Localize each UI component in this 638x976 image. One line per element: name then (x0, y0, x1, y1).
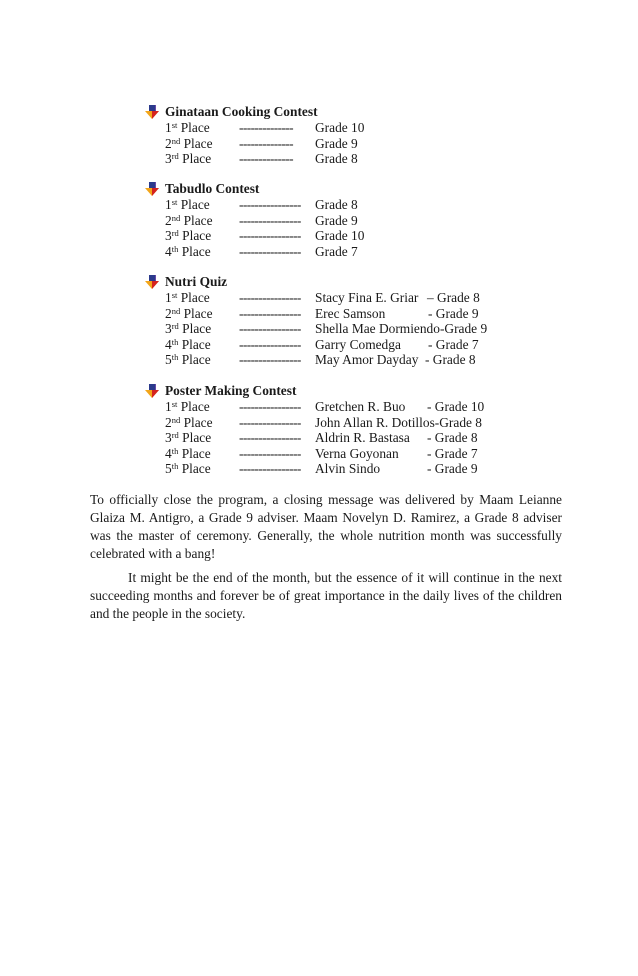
contest-title: Tabudlo Contest (165, 181, 260, 196)
winner-grade: - Grade 9 (428, 305, 479, 321)
leader-dashes: -------------- (239, 120, 294, 135)
place-label: 4th Place (165, 445, 211, 461)
leader-dashes: -------------- (239, 151, 294, 166)
leader-dashes: ---------------- (239, 445, 301, 461)
winner-grade: - Grade 8 (427, 430, 478, 445)
leader-dashes: -------------- (239, 135, 294, 151)
winner-grade: - Grade 7 (427, 445, 478, 461)
result-row (142, 399, 562, 415)
contest-poster-making (142, 383, 562, 477)
contest-heading (142, 383, 562, 399)
place-label: 3rd Place (165, 430, 212, 445)
place-label: 5th Place (165, 352, 211, 367)
winner-name: Alvin Sindo (315, 461, 381, 476)
result-row (142, 461, 562, 477)
result-row (142, 337, 562, 353)
winner-grade: - Grade 10 (427, 399, 485, 414)
winner-name: Stacy Fina E. Griar (315, 290, 419, 305)
result-row (142, 430, 562, 446)
winner-name: Aldrin R. Bastasa (315, 430, 410, 445)
winner-name: May Amor Dayday (315, 352, 419, 367)
place-label: 4th Place (165, 336, 211, 352)
closing-paragraph: To officially close the program, a closing message was delivered by Maam Leianne Glaiza M. Antigro, a Grade 9 adviser. Maam Novelyn D. Ramirez, a Grade 8 adviser was the master of ceremony. Generally, the whole nutrition month was successfully celebrated with a bang! (90, 492, 562, 561)
leader-dashes: ---------------- (239, 321, 301, 336)
result-row (142, 244, 562, 260)
leader-dashes: ---------------- (239, 197, 301, 212)
result-row (142, 228, 562, 244)
down-arrow-bullet-icon (144, 275, 160, 289)
final-paragraph: It might be the end of the month, but the essence of it will continue in the next succeeding months and forever be of great importance in the daily lives of the children and the people in the society. (90, 570, 562, 621)
result-value: Grade 8 (315, 151, 358, 166)
place-label: 1st Place (165, 197, 210, 212)
leader-dashes: ---------------- (239, 430, 301, 445)
leader-dashes: ---------------- (239, 228, 301, 243)
result-value: Grade 9 (315, 135, 358, 151)
contest-heading (142, 274, 562, 290)
leader-dashes: ---------------- (239, 212, 301, 228)
result-row (142, 446, 562, 462)
winner-grade: - Grade 8 (425, 352, 476, 367)
contest-ginataan-cooking (142, 104, 562, 167)
result-row (142, 213, 562, 229)
contest-heading (142, 104, 562, 120)
contest-nutri-quiz (142, 274, 562, 368)
leader-dashes: ---------------- (239, 243, 301, 259)
down-arrow-bullet-icon (144, 105, 160, 119)
place-label: 3rd Place (165, 321, 212, 336)
result-value: Grade 10 (315, 120, 365, 135)
winner-grade: - Grade 9 (427, 461, 478, 476)
place-label: 2nd Place (165, 212, 213, 228)
result-value: Grade 10 (315, 228, 365, 243)
contest-title: Nutri Quiz (165, 274, 228, 289)
place-label: 2nd Place (165, 414, 213, 430)
result-row (142, 136, 562, 152)
leader-dashes: ---------------- (239, 336, 301, 352)
place-label: 3rd Place (165, 228, 212, 243)
winner-grade: - Grade 7 (428, 336, 479, 352)
leader-dashes: ---------------- (239, 399, 301, 414)
place-label: 1st Place (165, 120, 210, 135)
leader-dashes: ---------------- (239, 305, 301, 321)
winner-name: Gretchen R. Buo (315, 399, 406, 414)
down-arrow-bullet-icon (144, 182, 160, 196)
result-row (142, 197, 562, 213)
leader-dashes: ---------------- (239, 461, 301, 476)
result-value: Grade 9 (315, 212, 358, 228)
result-row (142, 120, 562, 136)
result-value: Grade 8 (315, 197, 358, 212)
winner-name: Garry Comedga (315, 336, 401, 352)
result-row (142, 290, 562, 306)
winner-name: Erec Samson (315, 305, 386, 321)
leader-dashes: ---------------- (239, 290, 301, 305)
winner-name: Shella Mae Dormiendo-Grade 9 (315, 321, 488, 336)
contest-title: Poster Making Contest (165, 383, 297, 398)
winner-name: Verna Goyonan (315, 445, 399, 461)
place-label: 5th Place (165, 461, 211, 476)
result-row (142, 321, 562, 337)
place-label: 1st Place (165, 290, 210, 305)
result-row (142, 352, 562, 368)
contest-title: Ginataan Cooking Contest (165, 104, 318, 119)
result-row (142, 415, 562, 431)
result-row (142, 151, 562, 167)
place-label: 3rd Place (165, 151, 212, 166)
result-value: Grade 7 (315, 243, 358, 259)
place-label: 2nd Place (165, 305, 213, 321)
winner-grade: – Grade 8 (427, 290, 480, 305)
down-arrow-bullet-icon (144, 384, 160, 398)
place-label: 1st Place (165, 399, 210, 414)
leader-dashes: ---------------- (239, 352, 301, 367)
winner-name: John Allan R. Dotillos-Grade 8 (315, 414, 482, 430)
contest-tabudlo (142, 181, 562, 259)
leader-dashes: ---------------- (239, 414, 301, 430)
result-row (142, 306, 562, 322)
contest-heading (142, 181, 562, 197)
place-label: 2nd Place (165, 135, 213, 151)
place-label: 4th Place (165, 243, 211, 259)
